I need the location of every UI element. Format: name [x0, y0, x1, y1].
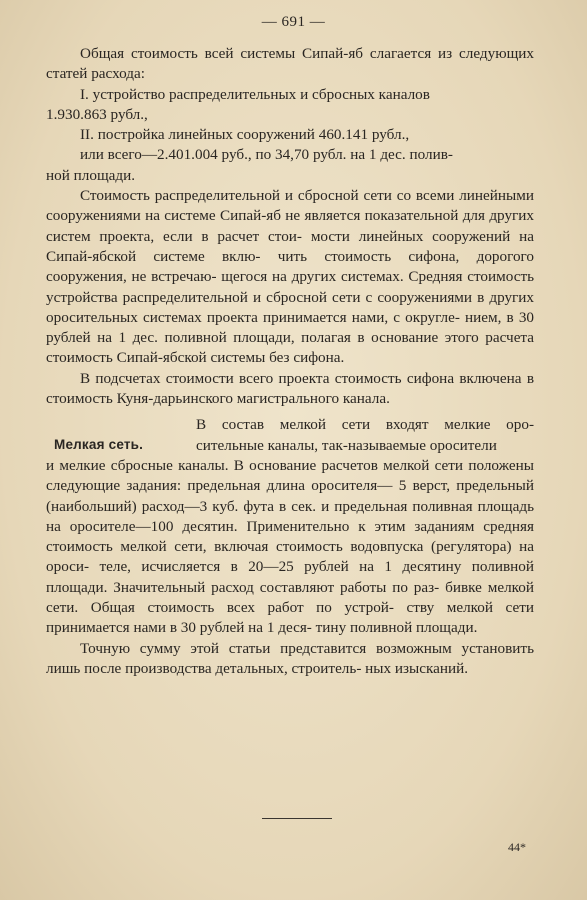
text-line: ству мелкой сети принимается нами в 30 рублей на 1 деся- — [46, 599, 534, 637]
text-line: и предельная поливная площадь на оросителе—100 десятин. — [46, 497, 534, 535]
text-line: 5 верст, предельный (наибольший) расход—3 куб. фута в сек. — [46, 477, 534, 515]
list-item-2-cont — [46, 145, 534, 165]
text-line: Стоимость распределительной и сбросной сети со всеми — [80, 187, 455, 205]
text-line: щегося на других системах. Средняя стоимость устройства — [46, 268, 535, 306]
section-rule — [262, 818, 332, 819]
text-line: 1.930.863 рубл., — [46, 105, 148, 123]
text-line: В состав мелкой сети входят мелкие оро- — [196, 416, 534, 434]
text-line: Точную сумму этой статьи представится возможным — [80, 639, 452, 657]
text-line: следующих статей расхода: — [46, 45, 534, 83]
text-line: включена в стоимость Куня-дарьинского магистрального — [46, 369, 534, 408]
page-number: — 691 — — [261, 14, 326, 30]
small-network-section — [46, 415, 534, 638]
text-line: распределительной и сбросной сети с сооружениями в других — [122, 288, 535, 306]
body-text — [46, 44, 534, 679]
text-line: бивке мелкой сети. Общая стоимость всех работ по устрой- — [46, 578, 535, 617]
text-line: II. постройка линейных сооружений 460.141 рубл., — [80, 126, 410, 144]
paragraph-final — [46, 639, 534, 680]
text-line: мости линейных сооружений на Сипай-ябской системе вклю- — [46, 227, 534, 265]
paragraph-small-network — [46, 456, 534, 639]
text-line: или всего—2.401.004 руб., по 34,70 рубл. на 1 дес. полив- — [80, 146, 453, 164]
text-line: установить лишь после производства детальных, строитель- — [46, 639, 534, 677]
paragraph-intro — [46, 44, 534, 85]
text-line: и мелкие сбросные каналы. В основание расчетов мелкой сети — [46, 456, 464, 474]
list-item-1-cont — [46, 105, 534, 125]
list-item-1 — [46, 85, 534, 105]
text-line: оросительных системах проекта принимается нами, с округле- — [46, 308, 460, 326]
text-line: теле, исчисляется в 20—25 рублей на 1 десятину поливной — [99, 558, 535, 576]
text-line: В подсчетах стоимости всего проекта стоимость сифона — [80, 369, 455, 387]
list-item-2 — [46, 125, 534, 145]
list-item-2-end — [46, 166, 534, 186]
text-line: показательной для других систем проекта, если в расчет стои- — [46, 207, 534, 245]
margin-heading: Мелкая сеть. — [54, 437, 144, 453]
text-line: чить стоимость сифона, дорогого сооружения, не встречаю- — [46, 247, 535, 286]
text-line: положены следующие задания: предельная длина оросителя— — [46, 456, 534, 495]
text-line: без сифона. — [269, 349, 345, 367]
text-line: тину поливной площади. — [315, 619, 478, 637]
text-line: ных изысканий. — [365, 659, 469, 677]
text-line: основание этого расчета стоимость Сипай-ябской системы — [46, 329, 534, 367]
text-line: нием, в 30 рублей на 1 дес. поливной площади, полагая в — [46, 308, 535, 347]
signature-mark: 44* — [508, 840, 526, 854]
text-line: ной площади. — [46, 166, 136, 184]
text-line: I. устройство распределительных и сбросных каналов — [80, 85, 430, 103]
text-line: площади. Значительный расход составляют работы по раз- — [46, 578, 440, 596]
text-line: канала. — [342, 390, 390, 408]
text-line: линейными сооружениями на системе Сипай-яб не является — [46, 187, 534, 225]
text-line: Применительно к этим заданиям средняя стоимость мелкой — [46, 517, 534, 556]
text-line: сительные каналы, так-называемые оросители — [196, 436, 497, 454]
paragraph-project — [46, 369, 534, 410]
text-line: Общая стоимость всей системы Сипай-яб слагается из — [80, 45, 453, 62]
paragraph-siphon — [46, 186, 534, 369]
text-line: сети, включая стоимость водовпуска (регулятора) на ороси- — [46, 538, 535, 576]
